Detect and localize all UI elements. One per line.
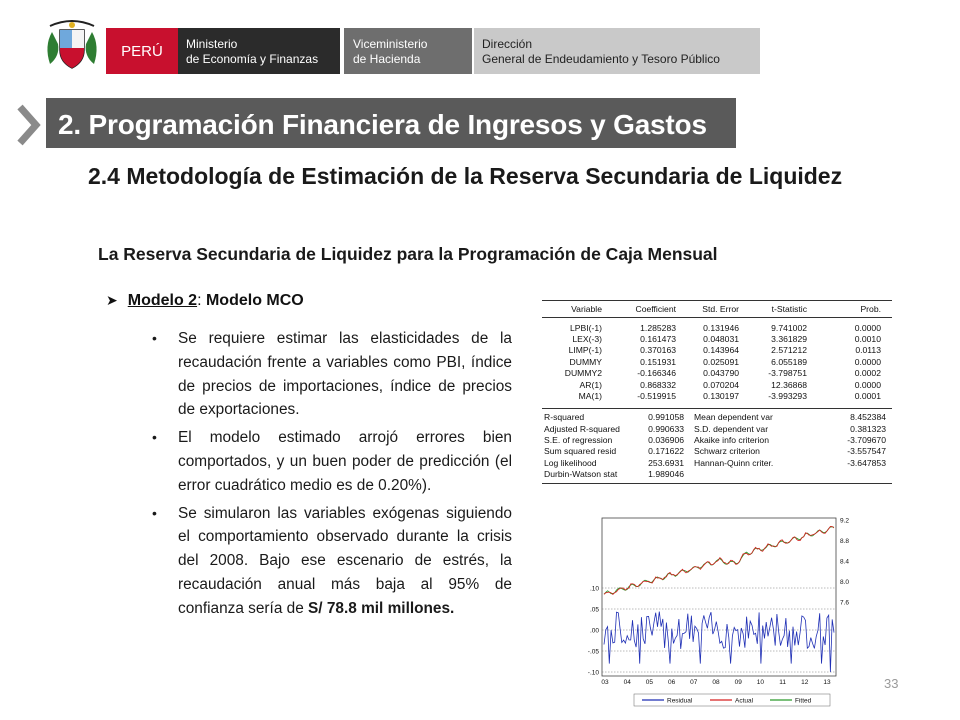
table-cell: 1.285283 xyxy=(640,322,676,333)
slide-subtitle: 2.4 Metodología de Estimación de la Reserva Secundaria de Liquidez xyxy=(88,163,843,189)
table-cell: 0.161473 xyxy=(640,334,676,345)
table-cell: 0.0001 xyxy=(854,391,881,402)
table-cell: 0.070204 xyxy=(703,379,739,390)
x-tick-label: 07 xyxy=(690,679,698,686)
x-tick-label: 04 xyxy=(623,679,631,686)
left-tick-label: -.05 xyxy=(587,648,599,656)
stats-cell: Durbin-Watson stat xyxy=(544,468,618,479)
table-cell: LIMP(-1) xyxy=(568,345,602,356)
right-tick-label: 8.0 xyxy=(840,579,850,586)
stats-cell: -3.557547 xyxy=(847,446,886,457)
model-heading xyxy=(106,292,304,310)
stats-cell: S.E. of regression xyxy=(544,434,613,445)
table-cell: -0.519915 xyxy=(637,391,676,402)
table-cell: 0.0000 xyxy=(854,356,881,367)
table-cell: -0.166346 xyxy=(637,368,676,379)
x-tick-label: 05 xyxy=(645,679,654,686)
stats-cell: 0.990633 xyxy=(648,423,684,434)
right-tick-label: 8.4 xyxy=(840,558,850,566)
table-row xyxy=(542,356,892,367)
left-tick-label: .10 xyxy=(589,585,599,593)
table-cell: 0.0010 xyxy=(854,334,881,345)
x-tick-label: 12 xyxy=(801,679,809,686)
table-cell: 12.36868 xyxy=(771,379,807,390)
page-number: 33 xyxy=(884,676,899,691)
table-cell: MA(1) xyxy=(578,391,602,402)
slide-subheading: La Reserva Secundaria de Liquidez para la Programación de Caja Mensual xyxy=(98,244,718,264)
table-cell: DUMMY xyxy=(569,356,602,367)
model-label: Modelo 2 xyxy=(127,292,198,309)
stats-cell: S.D. dependent var xyxy=(694,423,769,434)
left-tick-label: .05 xyxy=(589,606,599,614)
stats-cell: 0.991058 xyxy=(648,412,684,423)
directorate-label: Dirección General de Endeudamiento y Tesoro Público xyxy=(474,28,760,74)
table-cell: 0.0000 xyxy=(854,322,881,333)
stats-cell: R-squared xyxy=(544,412,585,423)
table-row xyxy=(542,345,892,356)
x-tick-label: 06 xyxy=(667,679,676,686)
x-tick-label: 09 xyxy=(734,679,742,686)
chevron-right-icon xyxy=(14,104,42,146)
model-separator: : xyxy=(197,292,206,309)
model-name: Modelo MCO xyxy=(205,292,304,309)
stats-cell: Adjusted R-squared xyxy=(544,423,620,434)
table-cell: 0.025091 xyxy=(703,356,739,367)
regression-table xyxy=(542,300,892,484)
coat-of-arms-icon xyxy=(40,16,104,74)
table-cell: LPBI(-1) xyxy=(570,322,602,333)
stats-cell: 0.171622 xyxy=(648,446,684,457)
table-cell: 0.370163 xyxy=(640,345,676,356)
stats-cell: Akaike info criterion xyxy=(694,434,769,445)
stats-cell: Log likelihood xyxy=(544,457,597,468)
left-tick-label: -.10 xyxy=(587,669,599,677)
table-cell: 0.0002 xyxy=(854,368,881,379)
stats-cell: Hannan-Quinn criter. xyxy=(694,457,774,468)
x-tick-label: 13 xyxy=(823,679,831,686)
legend-label: Actual xyxy=(735,697,754,705)
table-cell: 3.361829 xyxy=(771,334,807,345)
table-cell: 0.151931 xyxy=(640,356,676,367)
table-header: Variable Coefficient Std. Error t-Statistic Prob. xyxy=(542,300,892,318)
table-row xyxy=(542,379,892,390)
x-tick-label: 08 xyxy=(712,679,720,686)
bullet-item: • El modelo estimado arrojó errores bien comportados, y un buen poder de predicción (el error cuadrático medio es de 0.20%). xyxy=(152,426,512,497)
stats-row xyxy=(542,468,892,479)
arrow-bullet-icon: ➤ xyxy=(106,292,118,308)
stats-cell: 0.381323 xyxy=(850,423,886,434)
table-row xyxy=(542,333,892,344)
ministry-label: Ministerio de Economía y Finanzas xyxy=(178,28,340,74)
table-cell: 0.131946 xyxy=(703,322,739,333)
x-tick-label: 10 xyxy=(756,679,765,686)
table-cell: 0.048031 xyxy=(703,334,739,345)
x-tick-label: 03 xyxy=(601,679,609,686)
table-cell: 0.043790 xyxy=(703,368,739,379)
residual-actual-fitted-chart xyxy=(574,512,864,710)
table-row xyxy=(542,368,892,379)
stats-cell: -3.647853 xyxy=(847,457,886,468)
x-tick-label: 11 xyxy=(779,679,786,686)
table-cell: -3.993293 xyxy=(768,391,807,402)
stats-row xyxy=(542,423,892,434)
table-cell: DUMMY2 xyxy=(564,368,602,379)
legend-label: Fitted xyxy=(795,697,812,705)
stats-row xyxy=(542,446,892,457)
table-cell: 0.868332 xyxy=(640,379,676,390)
stats-cell: 8.452384 xyxy=(850,412,886,423)
stats-row xyxy=(542,434,892,445)
bullet-item: • Se requiere estimar las elasticidades de la recaudación frente a variables como PBI, índice de precios de importaciones, índice de precios de exportaciones. xyxy=(152,327,512,422)
table-cell: 6.055189 xyxy=(771,356,807,367)
right-tick-label: 8.8 xyxy=(840,538,850,545)
stats-row xyxy=(542,412,892,423)
reserve-amount: S/ 78.8 mil millones. xyxy=(308,599,455,617)
table-cell: AR(1) xyxy=(579,379,602,390)
table-cell: 0.143964 xyxy=(703,345,739,356)
stats-cell: Sum squared resid xyxy=(544,446,617,457)
table-cell: LEX(-3) xyxy=(572,334,602,345)
plot-area xyxy=(602,518,836,676)
stats-row xyxy=(542,457,892,468)
country-badge: PERÚ xyxy=(106,28,178,74)
table-cell: 2.571212 xyxy=(771,345,807,356)
stats-cell: 1.989046 xyxy=(648,468,684,479)
bullet-list xyxy=(152,327,512,625)
table-row xyxy=(542,390,892,401)
table-cell: 0.130197 xyxy=(703,391,739,402)
bullet-item: • Se simularon las variables exógenas siguiendo el comportamiento observado durante la crisis del 2008. Bajo ese escenario de estrés, la recaudación anual más baja al 95% de confianza sería de S/ 78.8 mil millones. xyxy=(152,502,512,621)
table-cell: 0.0000 xyxy=(854,379,881,390)
stats-cell: Mean dependent var xyxy=(694,412,773,423)
table-cell: 0.0113 xyxy=(855,345,881,356)
stats-cell: -3.709670 xyxy=(847,434,886,445)
stats-cell: Schwarz criterion xyxy=(694,446,760,457)
table-cell: 9.741002 xyxy=(771,322,807,333)
table-row xyxy=(542,322,892,333)
left-tick-label: .00 xyxy=(589,627,599,635)
stats-cell: 253.6931 xyxy=(648,457,684,468)
section-title: 2. Programación Financiera de Ingresos y Gastos xyxy=(46,98,736,148)
table-cell: -3.798751 xyxy=(768,368,807,379)
stats-cell: 0.036906 xyxy=(648,434,684,445)
vice-ministry-label: Viceministerio de Hacienda xyxy=(344,28,472,74)
right-tick-label: 9.2 xyxy=(840,517,850,525)
right-tick-label: 7.6 xyxy=(840,599,850,607)
regression-stats xyxy=(542,408,892,484)
legend-label: Residual xyxy=(667,697,693,705)
